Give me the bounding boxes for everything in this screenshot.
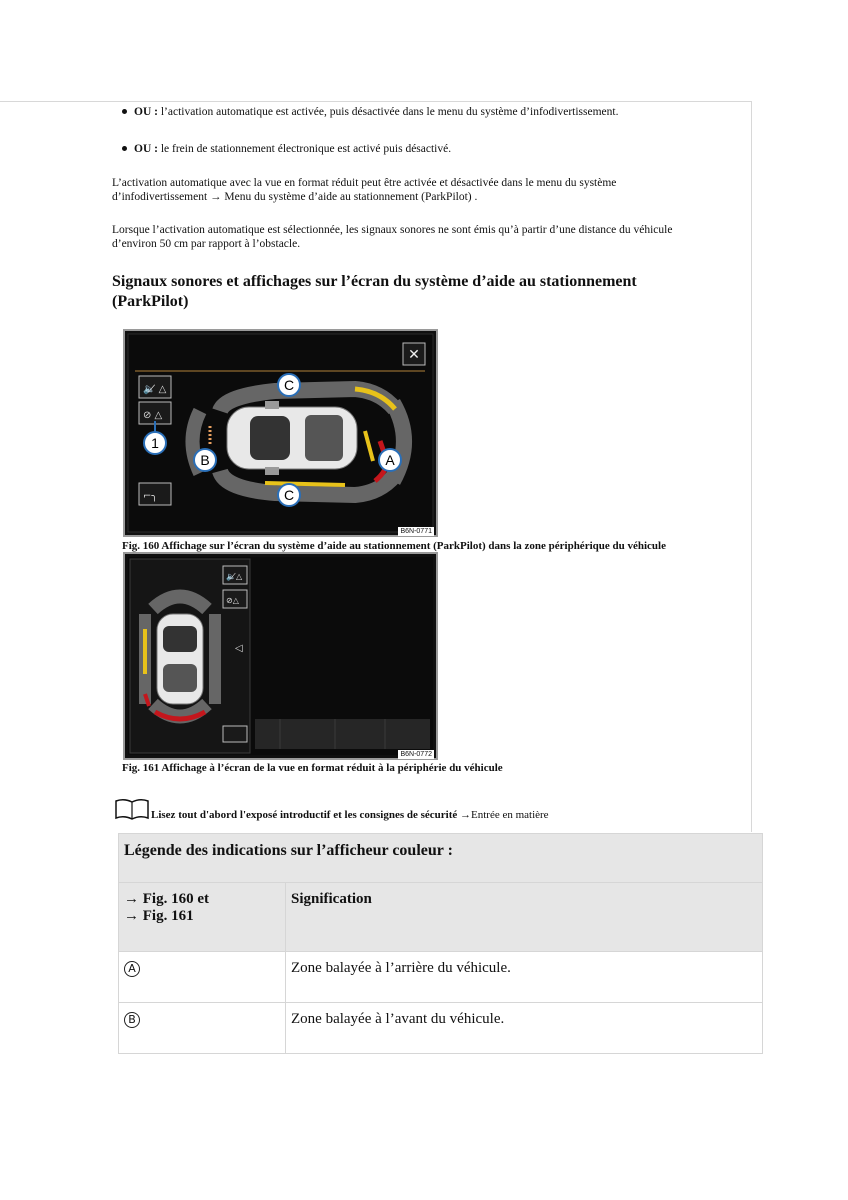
close-icon: ✕ xyxy=(408,347,420,363)
legend-header-meaning: Signification xyxy=(286,883,763,952)
bullet-item xyxy=(134,105,618,119)
legend-title: Légende des indications sur l’afficheur couleur : xyxy=(119,834,763,883)
svg-text:🔈̸△: 🔈̸△ xyxy=(226,572,243,581)
svg-text:🔈̸ △: 🔈̸ △ xyxy=(143,384,167,395)
figure-161 xyxy=(123,552,438,760)
table-row xyxy=(119,1003,763,1054)
legend-marker-cell xyxy=(119,1003,286,1054)
marker-B-icon: B xyxy=(124,1012,140,1028)
parkpilot-reduced-display xyxy=(125,554,436,758)
figure-ref-160[interactable]: → Fig. 160 et xyxy=(124,891,209,907)
car-icon xyxy=(227,401,357,475)
parkpilot-full-display xyxy=(125,331,436,535)
bullet-dot xyxy=(122,146,127,151)
car-view-icon xyxy=(223,726,247,742)
safety-note-text: Lisez tout d'abord l'exposé introductif et les consignes de sécurité xyxy=(151,809,458,821)
figure-ref-161[interactable]: → Fig. 161 xyxy=(124,908,194,924)
bullet-text: l’activation automatique est activée, puis désactivée dans le menu du système d’infodivertissement. xyxy=(157,106,619,118)
callout-1: 1 xyxy=(151,435,159,451)
callout-A: A xyxy=(385,452,395,468)
svg-text:⊘△: ⊘△ xyxy=(226,596,239,605)
legend-marker-cell xyxy=(119,952,286,1003)
legend-table xyxy=(118,833,763,1054)
figure-id: B6N-0772 xyxy=(400,751,432,758)
book-icon xyxy=(114,798,150,820)
callout-C-bottom: C xyxy=(283,487,295,503)
figure-160 xyxy=(123,329,438,537)
callout-B: B xyxy=(200,452,210,468)
legend-meaning-cell: Zone balayée à l’arrière du véhicule. xyxy=(286,952,763,1003)
bullet-dot xyxy=(122,109,127,114)
bullet-text: le frein de stationnement électronique est activé puis désactivé. xyxy=(157,143,452,155)
marker-A-icon: A xyxy=(124,961,140,977)
paragraph: Lorsque l’activation automatique est sélectionnée, les signaux sonores ne sont émis qu’à partir d’une distance du véhicule d’environ 50 cm par rapport à l’obstacle. xyxy=(112,224,673,250)
figure-id: B6N-0771 xyxy=(400,528,432,535)
svg-text:⊘ △: ⊘ △ xyxy=(143,410,163,421)
section-heading: Signaux sonores et affichages sur l’écran du système d’aide au stationnement (ParkPilot) xyxy=(112,273,637,310)
figure-caption: Fig. 160 Affichage sur l’écran du système d’aide au stationnement (ParkPilot) dans la zone périphérique du véhicule xyxy=(122,540,666,552)
bullet-bold: OU : xyxy=(134,106,158,118)
svg-text:⌐╮: ⌐╮ xyxy=(143,491,158,502)
legend-header-figures xyxy=(119,883,286,952)
bullet-bold: OU : xyxy=(134,143,158,155)
expand-icon: ◁ xyxy=(235,643,243,654)
bullet-item xyxy=(134,142,451,156)
callout-C-top: C xyxy=(283,377,295,393)
paragraph: L’activation automatique avec la vue en format réduit peut être activée et désactivée dans le menu du système d’infodivertissement → Menu du système d’aide au stationnement (ParkPilot) . xyxy=(112,177,617,203)
intro-link[interactable]: →Entrée en matière xyxy=(460,809,549,821)
legend-meaning-cell: Zone balayée à l’avant du véhicule. xyxy=(286,1003,763,1054)
car-icon xyxy=(157,614,203,704)
table-row xyxy=(119,952,763,1003)
legend-header-row xyxy=(119,883,763,952)
figure-caption: Fig. 161 Affichage à l’écran de la vue en format réduit à la périphérie du véhicule xyxy=(122,762,503,774)
